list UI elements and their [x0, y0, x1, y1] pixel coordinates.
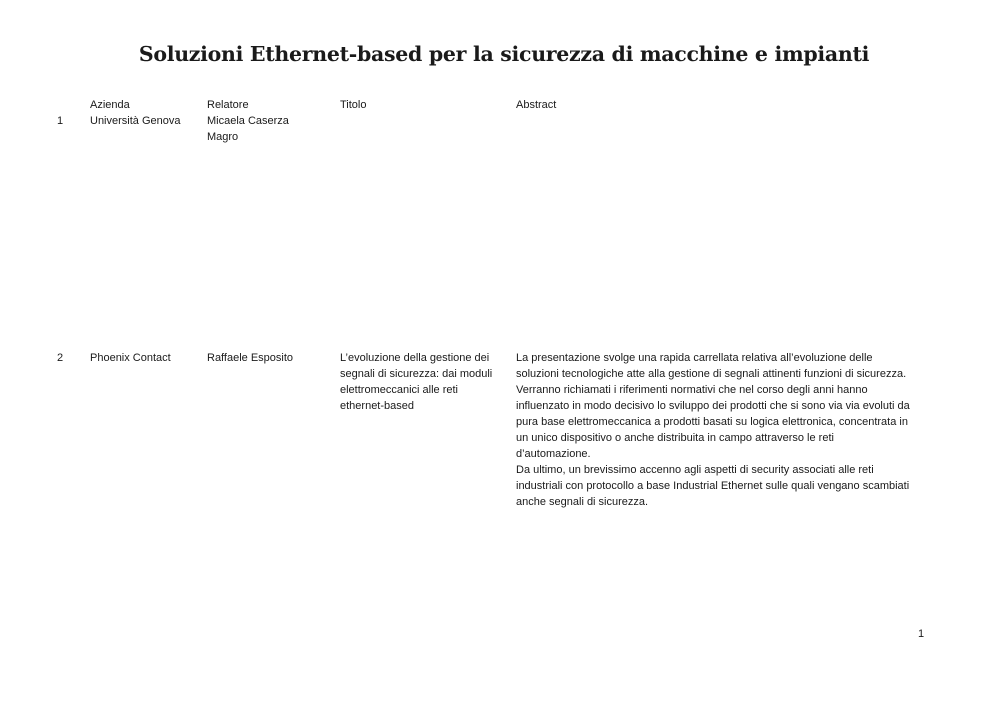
row-titolo [340, 350, 512, 414]
abstract-line: soluzioni tecnologiche atte alla gestione di segnali attinenti funzioni di sicurezza. [516, 368, 907, 380]
titolo-line: elettromeccanici alle reti [340, 384, 458, 396]
abstract-line: anche segnali di sicurezza. [516, 496, 649, 508]
titolo-line: ethernet-based [340, 400, 414, 412]
abstract-line: d’automazione. [516, 448, 591, 460]
row-azienda: Università Genova [90, 115, 181, 127]
header-titolo: Titolo [340, 99, 367, 111]
row-relatore: Micaela Caserza Magro [207, 115, 289, 143]
abstract-line: Verranno richiamati i riferimenti normativi che nel corso degli anni hanno [516, 384, 868, 396]
page-number: 1 [918, 628, 925, 640]
abstract-line: un unico dispositivo o anche distribuita in campo attraverso le reti [516, 432, 834, 444]
document-title: Soluzioni Ethernet-based per la sicurezza di macchine e impianti [138, 42, 870, 66]
row-azienda: Phoenix Contact [90, 352, 171, 364]
row-number: 2 [57, 352, 64, 364]
abstract-line: pura base elettromeccanica a prodotti basati su logica elettronica, concentrata in [516, 416, 908, 428]
header-azienda: Azienda [90, 99, 130, 111]
abstract-line: La presentazione svolge una rapida carrellata relativa all’evoluzione delle [516, 352, 873, 364]
row-number: 1 [57, 115, 64, 127]
abstract-line: industriali con protocollo a base Industrial Ethernet sulle quali vengano scambiati [516, 480, 910, 492]
header-abstract: Abstract [516, 99, 557, 111]
titolo-line: segnali di sicurezza: dai moduli [340, 368, 493, 380]
titolo-line: L’evoluzione della gestione dei [340, 352, 490, 364]
header-relatore: Relatore [207, 99, 249, 111]
row-relatore: Raffaele Esposito [207, 352, 294, 364]
abstract-line: Da ultimo, un brevissimo accenno agli aspetti di security associati alle reti [516, 464, 874, 476]
row-abstract [516, 350, 956, 510]
abstract-line: influenzato in modo decisivo lo sviluppo dei prodotti che si sono via via evoluti da [516, 400, 910, 412]
